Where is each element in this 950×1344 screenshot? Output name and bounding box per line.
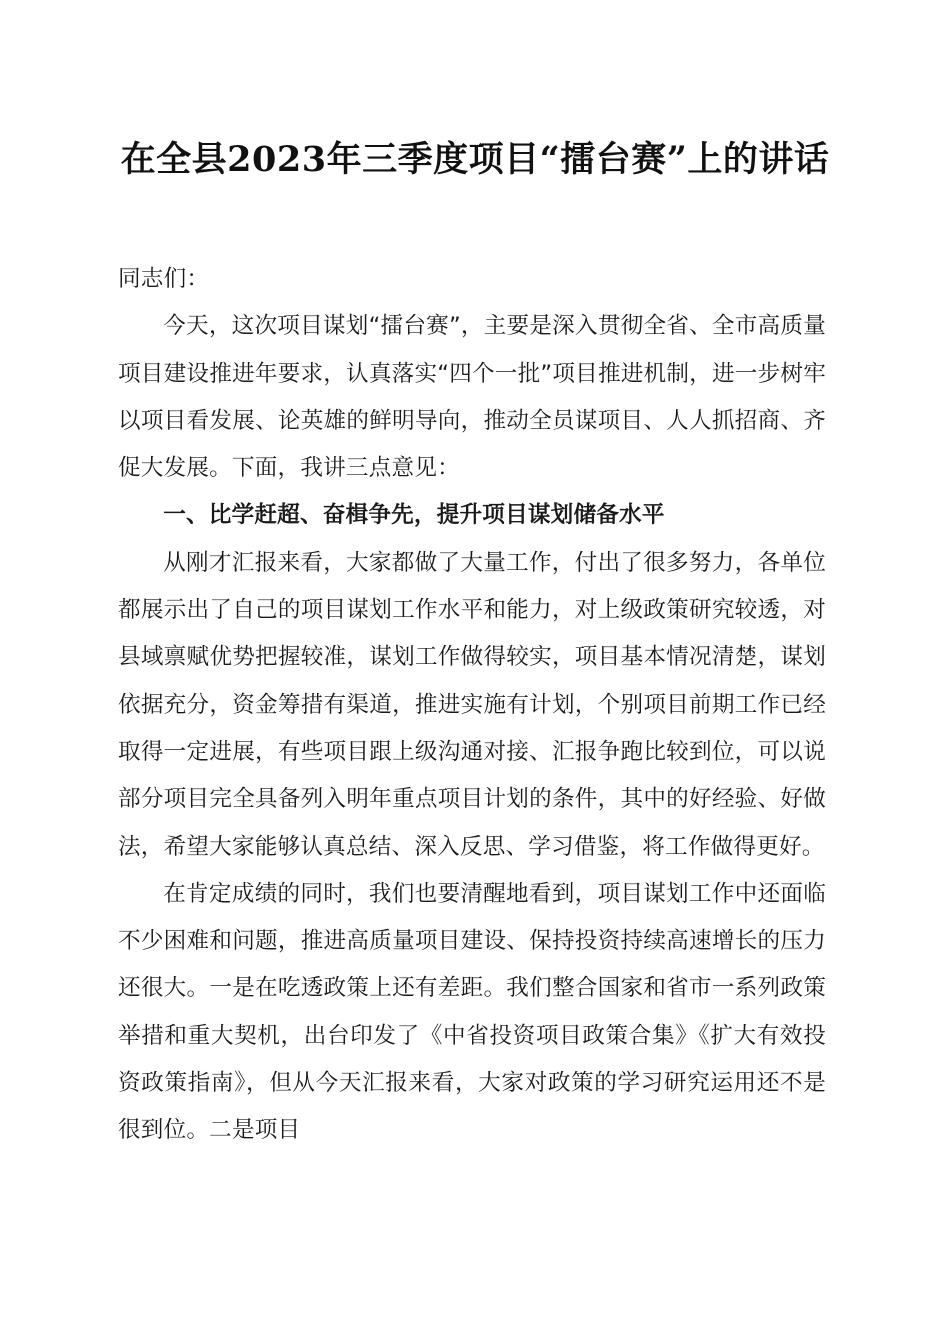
document-body [118,256,826,1155]
document-title: 在全县2023年三季度项目“擂台赛”上的讲话 [120,139,830,180]
section-heading-1: 一、比学赶超、奋楫争先，提升项目谋划储备水平 [163,502,665,529]
paragraph-achievements: 从刚才汇报来看，大家都做了大量工作，付出了很多努力，各单位都展示出了自己的项目谋划工作水平和能力，对上级政策研究较透，对县域禀赋优势把握较准，谋划工作做得较实，项目基本情况清楚，谋划依据充分，资金筹措有渠道，推进实施有计划，个别项目前期工作已经取得一定进展，有些项目跟上级沟通对接、汇报争跑比较到位，可以说部分项目完全具备列入明年重点项目计划的条件，其中的好经验、好做法，希望大家能够认真总结、深入反思、学习借鉴，将工作做得更好。 [118,549,826,860]
salutation: 同志们： [118,266,210,292]
paragraph-problems: 在肯定成绩的同时，我们也要清醒地看到，项目谋划工作中还面临不少困难和问题，推进高质量项目建设、保持投资持续高速增长的压力还很大。一是在吃透政策上还有差距。我们整合国家和省市一系列政策举措和重大契机，出台印发了《中省投资项目政策合集》《扩大有效投资政策指南》，但从今天汇报来看，大家对政策的学习研究运用还不是很到位。二是项目 [118,880,826,1144]
paragraph-intro: 今天，这次项目谋划“擂台赛”，主要是深入贯彻全省、全市高质量项目建设推进年要求，认真落实“四个一批”项目推进机制，进一步树牢以项目看发展、论英雄的鲜明导向，推动全员谋项目、人人抓招商、齐促大发展。下面，我讲三点意见： [118,313,826,482]
